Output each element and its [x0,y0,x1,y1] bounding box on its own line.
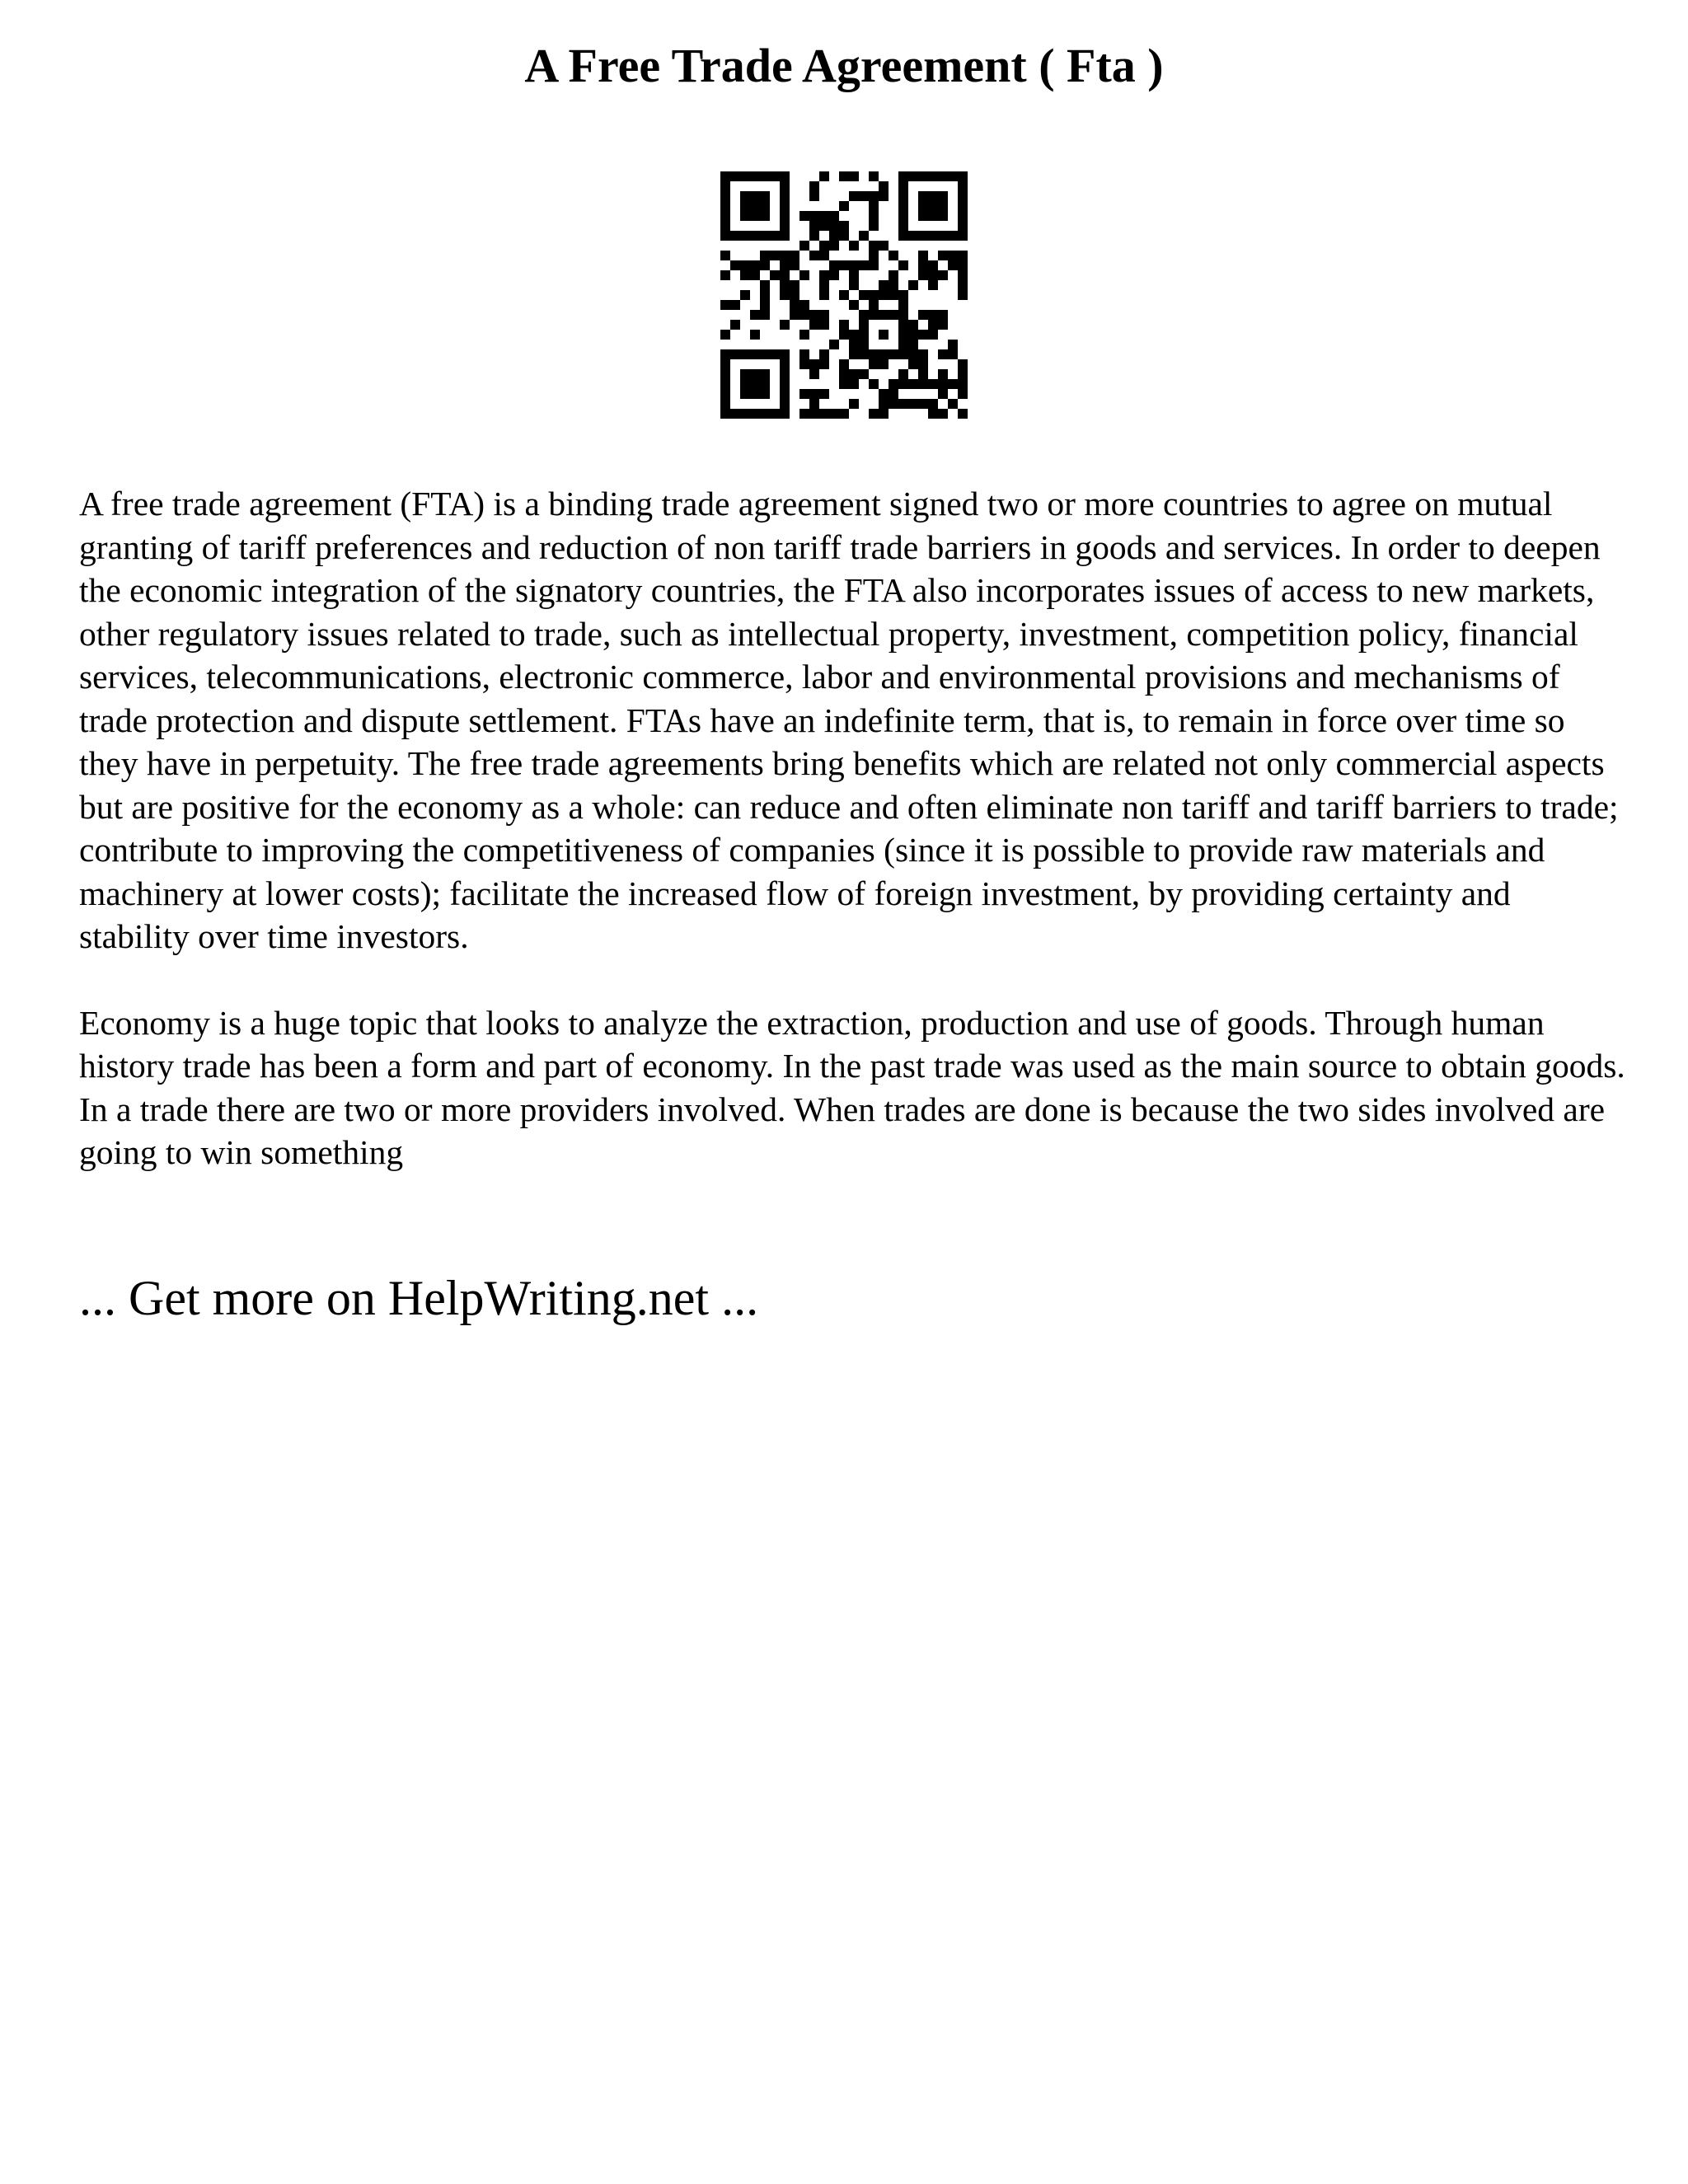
qr-code-icon [720,171,968,419]
document-title: A Free Trade Agreement ( Fta ) [524,39,1164,92]
get-more-link[interactable]: ... Get more on HelpWriting.net ... [79,1271,759,1325]
paragraph: Economy is a huge topic that looks to analyze the extraction, production and use of goods. Through human history trade has been a form and part of economy. In the past trade was used as the main source to obtain goods. In a trade there are two or more providers involved. When trades are done is because the two sides involved are going to win something [79,1003,1625,1171]
paragraph: A free trade agreement (FTA) is a binding trade agreement signed two or more countries to agree on mutual granting of tariff preferences and reduction of non tariff trade barriers in goods and services. In order to deepen the economic integration of the signatory countries, the FTA also incorporates issues of access to new markets, other regulatory issues related to trade, such as intellectual property, investment, competition policy, financial services, telecommunications, electronic commerce, labor and environmental provisions and mechanisms of trade protection and dispute settlement. FTAs have an indefinite term, that is, to remain in force over time so they have in perpetuity. The free trade agreements bring benefits which are related not only commercial aspects but are positive for the economy as a whole: can reduce and often eliminate non tariff and tariff barriers to trade; contribute to improving the competitiveness of companies (since it is possible to provide raw materials and machinery at lower costs); facilitate the increased flow of foreign investment, by providing certainty and stability over time investors. [79,485,1619,955]
document-body [79,482,1629,1217]
